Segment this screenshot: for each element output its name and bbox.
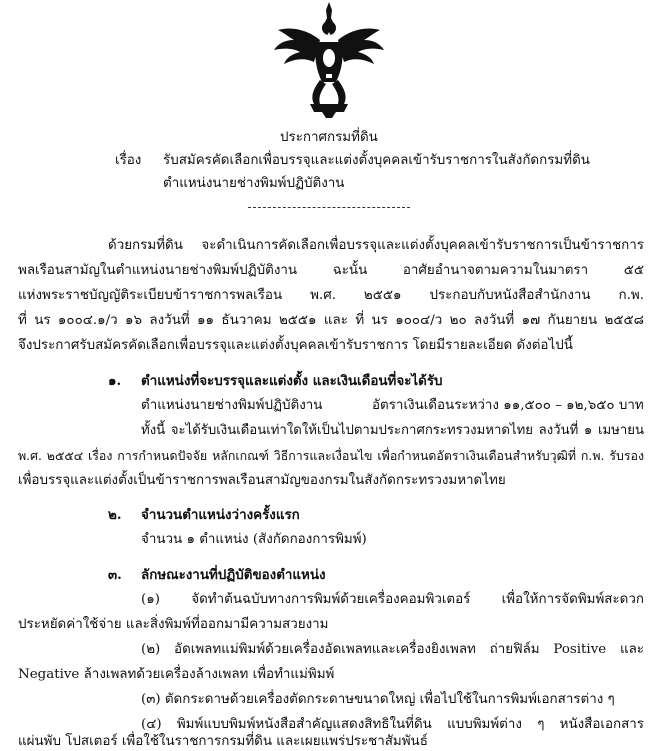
position-text: ตำแหน่งนายช่างพิมพ์ปฏิบัติงาน bbox=[163, 176, 345, 191]
intro-line-3: แห่งพระราชบัญญัติระเบียบข้าราชการพลเรือน พ.ศ. ๒๕๕๑ ประกอบกับหนังสือสำนักงาน ก.พ. bbox=[18, 288, 644, 303]
intro-line-5: จึงประกาศรับสมัครคัดเลือกเพื่อบรรจุและแต่งตั้งบุคคลเข้ารับราชการ โดยมีรายละเอียด ดังต่อไปนี้ bbox=[18, 338, 573, 353]
section-3-line-3: (๒) อัดเพลทแม่พิมพ์ด้วยเครื่องอัดเพลทและเครื่องยิงเพลท ถ่ายฟิล์ม Positive และ bbox=[141, 642, 644, 657]
section-2-number: ๒. bbox=[108, 507, 122, 523]
garuda-emblem-icon bbox=[270, 0, 388, 118]
section-2-title: จำนวนตำแหน่งว่างครั้งแรก bbox=[141, 507, 300, 523]
section-1-title: ตำแหน่งที่จะบรรจุและแต่งตั้ง และเงินเดือนที่จะได้รับ bbox=[141, 373, 443, 389]
section-3-line-1: (๑) จัดทำต้นฉบับทางการพิมพ์ด้วยเครื่องคอมพิวเตอร์ เพื่อให้การจัดพิมพ์สะดวก bbox=[141, 592, 644, 607]
section-1-line-3: เพื่อบรรจุและแต่งตั้งเป็นข้าราชการพลเรือนสามัญของกรมในสังกัดกระทรวงมหาดไทย bbox=[18, 473, 506, 488]
intro-line-2: พลเรือนสามัญในตำแหน่งนายช่างพิมพ์ปฏิบัติงาน ฉะนั้น อาศัยอำนาจตามความในมาตรา ๕๕ bbox=[18, 263, 644, 278]
section-1-line-1: ทั้งนี้ จะได้รับเงินเดือนเท่าใดให้เป็นไปตามประกาศกระทรวงมหาดไทย ลงวันที่ ๑ เมษายน bbox=[141, 423, 644, 438]
subject-text: รับสมัครคัดเลือกเพื่อบรรจุและแต่งตั้งบุคคลเข้ารับราชการในสังกัดกรมที่ดิน bbox=[163, 153, 590, 168]
header-divider bbox=[248, 207, 410, 208]
section-1-position: ตำแหน่งนายช่างพิมพ์ปฏิบัติงาน bbox=[141, 398, 323, 413]
intro-line-4: ที่ นร ๑๐๐๔.๑/ว ๑๖ ลงวันที่ ๑๑ ธันวาคม ๒๕๕๑ และ ที่ นร ๑๐๐๔/ว ๒๐ ลงวันที่ ๑๗ กันยายน ๒๕๕๘ bbox=[18, 313, 644, 328]
section-3-line-7: แผ่นพับ โปสเตอร์ เพื่อใช้ในราชการกรมที่ดิน และเผยแพร่ประชาสัมพันธ์ bbox=[18, 734, 428, 749]
section-3-line-5: (๓) ตัดกระดาษด้วยเครื่องตัดกระดาษขนาดใหญ่ เพื่อไปใช้ในการพิมพ์เอกสารต่าง ๆ bbox=[141, 692, 615, 707]
intro-line-1: ด้วยกรมที่ดิน จะดำเนินการคัดเลือกเพื่อบรรจุและแต่งตั้งบุคคลเข้ารับราชการเป็นข้าราชการ bbox=[108, 238, 644, 253]
section-1-line-2: พ.ศ. ๒๕๕๔ เรื่อง การกำหนดปัจจัย หลักเกณฑ์ วิธีการและเงื่อนไข เพื่อกำหนดอัตราเงินเดือนสำหรับวุฒิที่ ก.พ. รับรอง bbox=[18, 448, 644, 463]
section-3-line-4: Negative ล้างเพลทด้วยเครื่องล้างเพลท เพื่อทำแม่พิมพ์ bbox=[18, 667, 335, 682]
section-3-line-2: ประหยัดค่าใช้จ่าย และสิ่งพิมพ์ที่ออกมามีความสวยงาม bbox=[18, 617, 329, 632]
section-2-line-1: จำนวน ๑ ตำแหน่ง (สังกัดกองการพิมพ์) bbox=[141, 532, 367, 547]
section-3-title: ลักษณะงานที่ปฏิบัติของตำแหน่ง bbox=[141, 567, 326, 583]
section-3-line-6: (๔) พิมพ์แบบพิมพ์หนังสือสำคัญแสดงสิทธิในที่ดิน แบบพิมพ์ต่าง ๆ หนังสือเอกสาร bbox=[141, 717, 644, 732]
announcement-title: ประกาศกรมที่ดิน bbox=[280, 130, 378, 145]
section-3-number: ๓. bbox=[108, 567, 122, 583]
section-1-salary: อัตราเงินเดือนระหว่าง ๑๑,๕๐๐ – ๑๒,๖๕๐ บาท bbox=[372, 398, 644, 413]
section-1-number: ๑. bbox=[108, 373, 122, 389]
subject-label: เรื่อง bbox=[115, 153, 142, 168]
